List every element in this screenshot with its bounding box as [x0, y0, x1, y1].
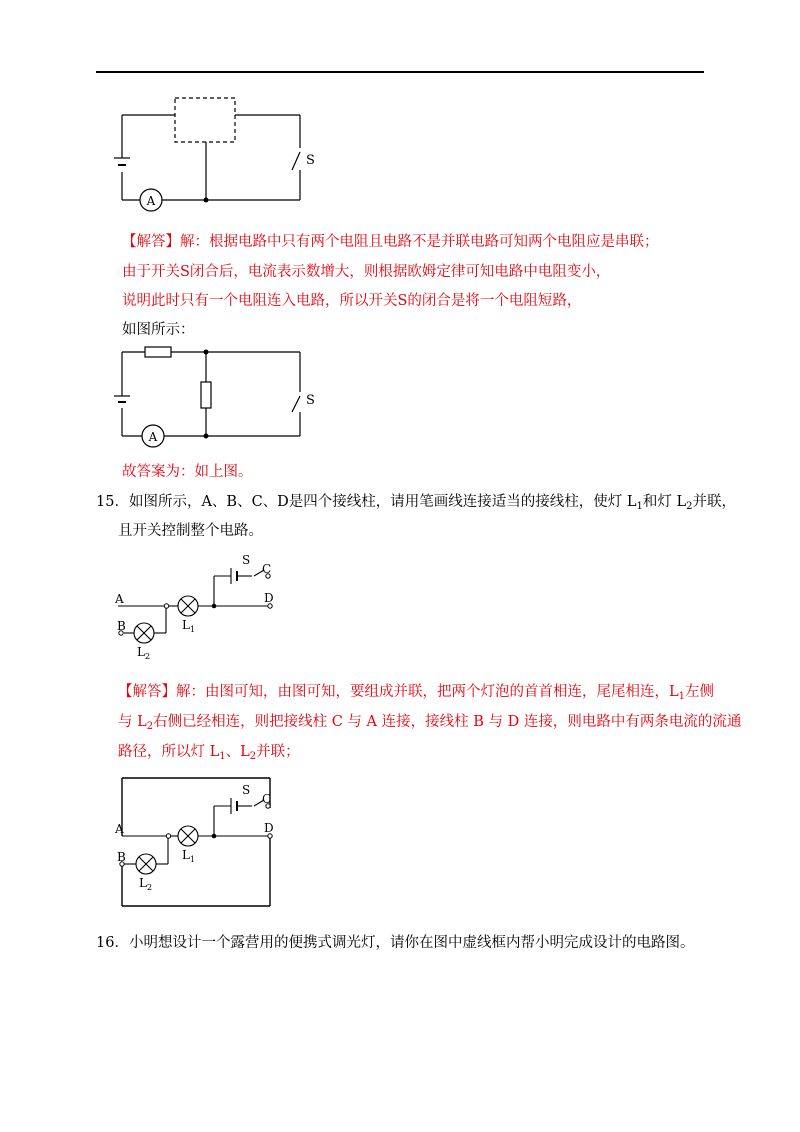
question-15-line-1: 15．如图所示，A、B、C、D是四个接线柱，请用笔画线连接适当的接线柱，使灯 $L_1$和灯 $L_2$并联， [96, 494, 737, 512]
switch-label: S [306, 153, 315, 168]
terminal-a-label: A [115, 822, 124, 836]
answer-15-line-1: 【解答】解：由图可知，由图可知，要组成并联，把两个灯泡的首首相连，尾尾相连，$L_1$左侧 [118, 684, 715, 702]
answer-prev-line-3: 说明此时只有一个电阻连入电路，所以开关S的闭合是将一个电阻短路， [122, 293, 582, 309]
terminal-a-label: A [115, 592, 124, 606]
question-number: 16． [96, 935, 129, 951]
answer-prev-line-4: 如图所示： [122, 322, 195, 338]
switch-label: S [242, 783, 251, 797]
question-15-line-2: 且开关控制整个电路。 [118, 523, 263, 539]
lamp2-label: $L_2$ [139, 876, 153, 892]
circuit-figure-dashed-box [100, 90, 330, 215]
lamp2-label: $L_2$ [137, 645, 151, 661]
switch-label: S [242, 553, 251, 567]
answer-15-line-3: 路径，所以灯 $L_1$、$L_2$并联； [118, 744, 300, 762]
lamp1-label: $L_1$ [182, 848, 196, 864]
circuit-figure-answer-15 [110, 770, 290, 915]
answer-prev-line-1: 【解答】解：根据电路中只有两个电阻且电路不是并联电路可知两个电阻应是串联； [122, 234, 659, 250]
circuit-figure-q15 [110, 550, 290, 665]
terminal-b-label: B [117, 619, 126, 633]
terminal-c-label: C [262, 792, 272, 806]
terminal-d-label: D [264, 591, 274, 605]
answer-prev-line-2: 由于开关S闭合后，电流表示数增大，则根据欧姆定律可知电路中电阻变小， [122, 264, 611, 280]
answer-label: 【解答】 [118, 684, 176, 700]
question-number: 15． [96, 494, 129, 510]
terminal-d-label: D [264, 821, 274, 835]
terminal-b-label: B [117, 850, 126, 864]
switch-label: S [306, 393, 315, 408]
answer-15-line-2: 与 $L_2$右侧已经相连，则把接线柱 C 与 A 连接，接线柱 B 与 D 连接，则电路中有两条电流的流通 [118, 714, 742, 732]
lamp1-label: $L_1$ [182, 618, 196, 634]
ammeter-label: A [146, 194, 156, 208]
ammeter-label: A [148, 430, 158, 444]
answer-prev-conclusion: 故答案为：如上图。 [122, 464, 253, 480]
question-16: 16．小明想设计一个露营用的便携式调光灯，请你在图中虚线框内帮小明完成设计的电路图。 [96, 935, 695, 951]
terminal-c-label: C [262, 562, 272, 576]
circuit-figure-resistors [100, 340, 330, 450]
header-rule [96, 71, 704, 73]
answer-label: 【解答】 [122, 234, 180, 250]
